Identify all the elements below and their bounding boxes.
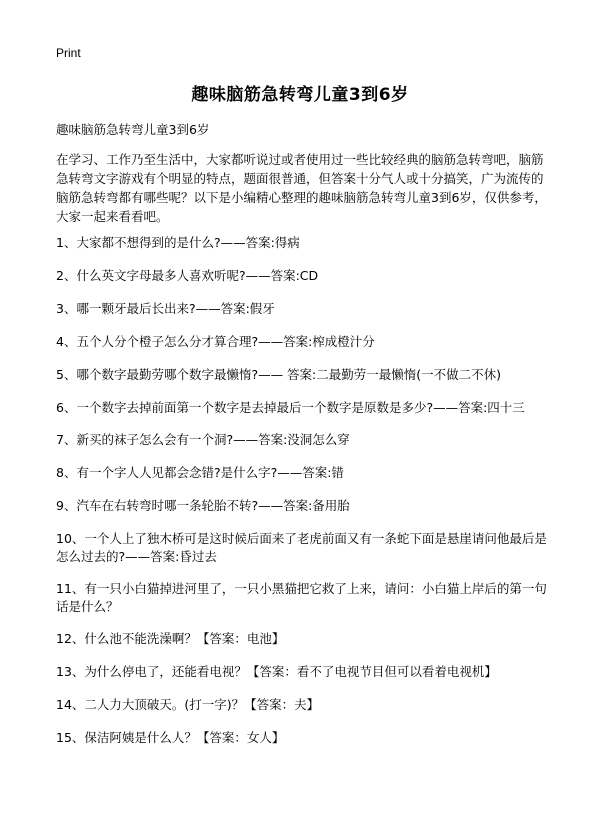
riddle-item-14: 14、二人力大顶破天。(打一字)？【答案：夫】	[56, 697, 320, 712]
riddle-item-11: 11、有一只小白猫掉进河里了，一只小黑猫把它救了上来，请问：小白猫上岸后的第一句话是什么？	[56, 581, 547, 614]
riddle-item-9: 9、汽车在右转弯时哪一条轮胎不转?——答案:备用胎	[56, 498, 350, 513]
riddle-item-1: 1、大家都不想得到的是什么?——答案:得病	[56, 235, 300, 250]
riddle-item-4: 4、五个人分个橙子怎么分才算合理?——答案:榨成橙汁分	[56, 334, 375, 349]
riddle-item-10: 10、一个人上了独木桥可是这时候后面来了老虎前面又有一条蛇下面是悬崖请问他最后是怎么过去的?——答案:昏过去	[56, 531, 547, 564]
riddle-item-8: 8、有一个字人人见都会念错?是什么字?——答案:错	[56, 465, 344, 480]
riddle-item-2: 2、什么英文字母最多人喜欢听呢?——答案:CD	[56, 268, 319, 283]
riddle-item-12: 12、什么池不能洗澡啊？【答案：电池】	[56, 631, 285, 646]
riddle-item-7: 7、新买的袜子怎么会有一个洞?——答案:没洞怎么穿	[56, 432, 350, 447]
page-title: 趣味脑筋急转弯儿童3到6岁	[191, 85, 409, 105]
riddle-item-13: 13、为什么停电了，还能看电视？【答案：看不了电视节目但可以看着电视机】	[56, 664, 497, 679]
print-label: Print	[56, 46, 81, 60]
article-subtitle: 趣味脑筋急转弯儿童3到6岁	[56, 122, 210, 137]
riddle-item-5: 5、哪个数字最勤劳哪个数字最懒惰?—— 答案:二最勤劳一最懒惰(一不做二不休)	[56, 367, 502, 382]
riddle-list	[56, 234, 550, 762]
article-intro: 在学习、工作乃至生活中，大家都听说过或者使用过一些比较经典的脑筋急转弯吧，脑筋急转弯文字游戏有个明显的特点，题面很普通，但答案十分气人或十分搞笑，广为流传的脑筋急转弯都有哪些呢？以下是小编精心整理的趣味脑筋急转弯儿童3到6岁，仅供参考，大家一起来看看吧。	[56, 152, 547, 224]
riddle-item-3: 3、哪一颗牙最后长出来?——答案:假牙	[56, 301, 275, 316]
riddle-item-15: 15、保洁阿姨是什么人？【答案：女人】	[56, 730, 285, 745]
riddle-item-6: 6、一个数字去掉前面第一个数字是去掉最后一个数字是原数是多少?——答案:四十三	[56, 400, 525, 415]
